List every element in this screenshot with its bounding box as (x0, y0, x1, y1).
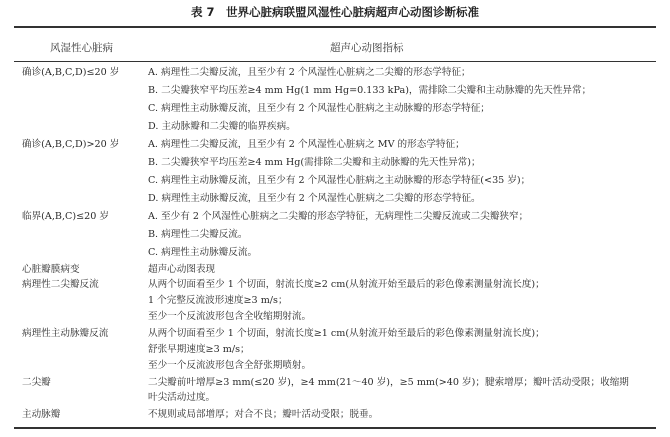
detail-line: 叶尖活动过度。 (148, 392, 216, 403)
criteria-item: D. 主动脉瓣和二尖瓣的临界疾病。 (148, 121, 296, 132)
detail-name: 病理性主动脉瓣反流 (22, 328, 109, 339)
criteria-item: A. 至少有 2 个风湿性心脏病之二尖瓣的形态学特征，无病理性二尖瓣反流或二尖瓣狭窄； (148, 211, 529, 222)
header-col1: 风湿性心脏病 (50, 42, 113, 54)
top-rule (14, 26, 656, 28)
header-col2: 超声心动图指标 (330, 42, 404, 54)
criteria-group-name: 确诊(A,B,C,D)>20 岁 (22, 139, 120, 150)
criteria-group-name: 确诊(A,B,C,D)≤20 岁 (22, 67, 120, 78)
criteria-item: B. 二尖瓣狭窄平均压差≥4 mm Hg(需排除二尖瓣和主动脉瓣的先天性异常)； (148, 157, 481, 168)
detail-line: 至少一个反流波形包含全舒张期喷射。 (148, 360, 312, 371)
detail-line: 从两个切面看至少 1 个切面，射流长度≥1 cm(从射流开始至最后的彩色像素测量射流长度)； (148, 328, 545, 339)
detail-name: 主动脉瓣 (22, 409, 61, 420)
detail-name: 病理性二尖瓣反流 (22, 279, 99, 290)
detail-line: 从两个切面看至少 1 个切面，射流长度≥2 cm(从射流开始至最后的彩色像素测量射流长度)； (148, 279, 545, 290)
detail-line: 不规则或局部增厚；对合不良；瓣叶活动受限；脱垂。 (148, 409, 379, 420)
criteria-item: B. 二尖瓣狭窄平均压差≥4 mm Hg(1 mm Hg=0.133 kPa)，需排除二尖瓣和主动脉瓣的先天性异常； (148, 85, 592, 96)
bottom-rule (14, 427, 656, 429)
criteria-item: D. 病理性主动脉瓣反流，且至少有 2 个风湿性心脏病之二尖瓣的形态学特征。 (148, 193, 481, 204)
criteria-item: C. 病理性主动脉瓣反流，且至少有 2 个风湿性心脏病之主动脉瓣的形态学特征； (148, 103, 490, 114)
detail-line: 二尖瓣前叶增厚≥3 mm(≤20 岁)，≥4 mm(21～40 岁)，≥5 mm(>40 岁)；腱索增厚；瓣叶活动受限；收缩期 (148, 377, 629, 388)
detail-line: 1 个完整反流波形速度≥3 m/s； (148, 295, 288, 306)
criteria-item: A. 病理性二尖瓣反流，且至少有 2 个风湿性心脏病之二尖瓣的形态学特征； (148, 67, 471, 78)
criteria-item: B. 病理性二尖瓣反流。 (148, 229, 248, 240)
criteria-item: C. 病理性主动脉瓣反流。 (148, 247, 258, 258)
detail-line: 至少一个反流波形包含全收缩期射流。 (148, 311, 312, 322)
criteria-item: C. 病理性主动脉瓣反流，且至少有 2 个风湿性心脏病之主动脉瓣的形态学特征(<35 岁)； (148, 175, 531, 186)
table-title: 表 7 世界心脏病联盟风湿性心脏病超声心动图诊断标准 (190, 5, 479, 19)
header-rule (14, 61, 656, 62)
criteria-group-name: 临界(A,B,C)≤20 岁 (22, 211, 109, 222)
section2-col1: 心脏瓣膜病变 (22, 264, 80, 275)
section2-col2: 超声心动图表现 (148, 264, 216, 275)
detail-line: 舒张早期速度≥3 m/s； (148, 344, 250, 355)
detail-name: 二尖瓣 (22, 377, 51, 388)
criteria-item: A. 病理性二尖瓣反流，且至少有 2 个风湿性心脏病之 MV 的形态学特征； (148, 139, 465, 150)
